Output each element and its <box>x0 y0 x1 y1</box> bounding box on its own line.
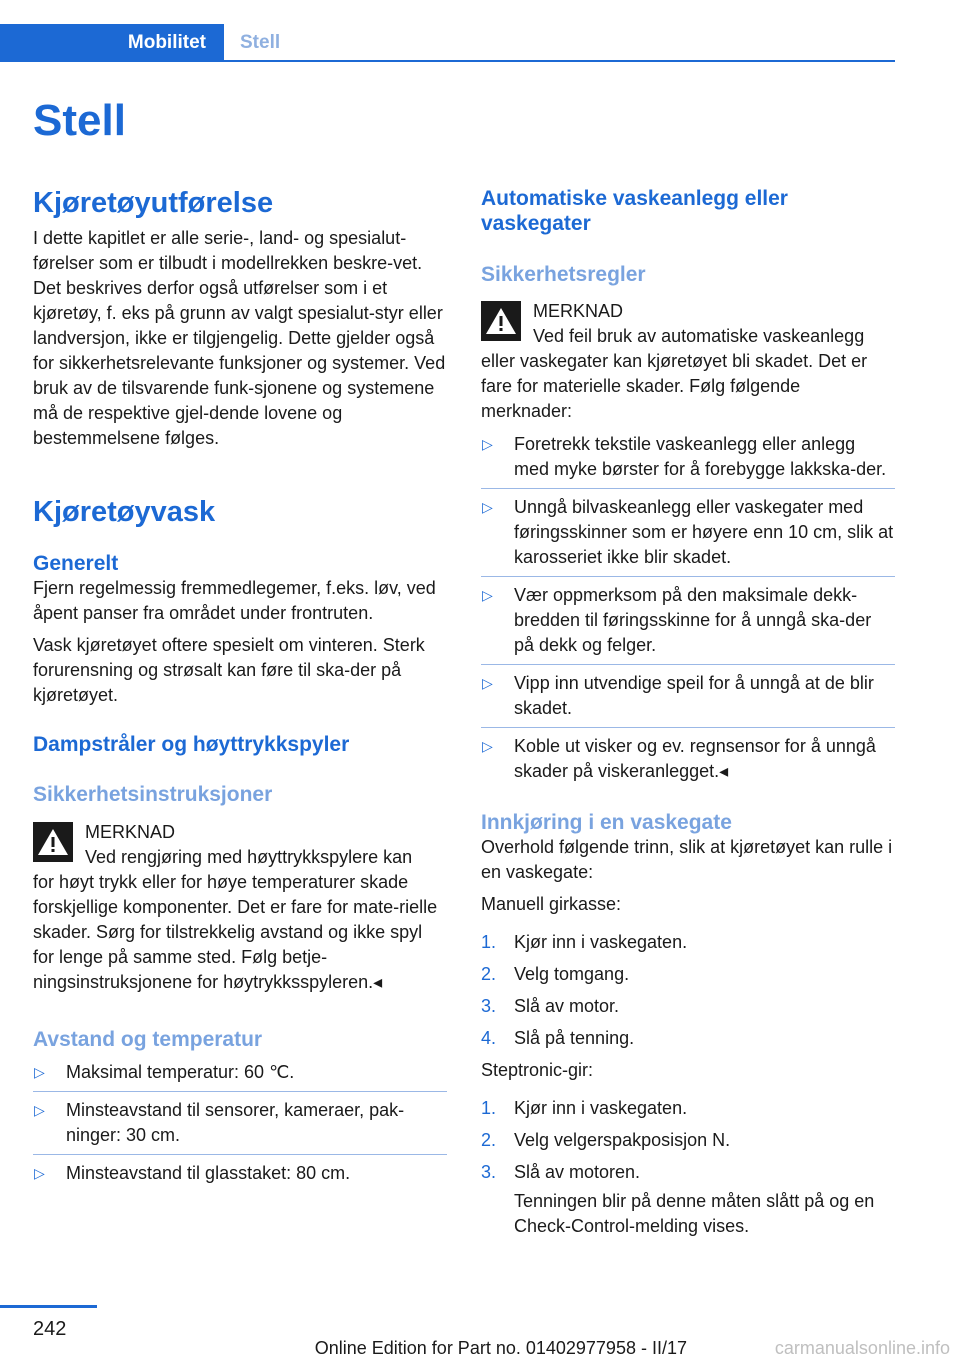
chapter-tabbar <box>0 24 895 62</box>
list-item: 2. Velg velgerspakposisjon N. <box>481 1130 731 1150</box>
paragraph-utforelse: I dette kapitlet er alle serie-, land- og spesialut-førelser som er tilbudt i modellrekken beskre-vet. Det beskrives derfor også utførelser som i et kjøretøy, f. eks på grunn av valgt spesialut-styr eller landversjon, ikke er tilgjengelig. Dette gjelder også for sikkerhetsrelevante funksjoner og systemer. Ved bruk av de tilsvarende funk-sjonene og systemene må de respektive gjel-dende lovene og bestemmelsene følges. <box>33 228 446 448</box>
warning-triangle-icon <box>33 822 73 862</box>
note-body: eller vaskegater kan kjøretøyet bli skadet. Det er fare for materielle skader. Følg følgende merknader: <box>481 351 868 421</box>
subheading-sikkerhetsregler: Sikkerhetsregler <box>481 263 646 286</box>
steps-manuell <box>481 930 895 1051</box>
list-item: ▷ Minsteavstand til sensorer, kameraer, pak-ninger: 30 cm. <box>34 1100 405 1145</box>
subheading-avstand: Avstand og temperatur <box>33 1028 263 1051</box>
warning-note-vaskeanlegg <box>481 299 895 424</box>
section-title-kjoretoyvask: Kjøretøyvask <box>33 496 216 528</box>
watermark-text: carmanualsonline.info <box>774 1338 950 1358</box>
triangle-right-icon: ▷ <box>482 587 493 603</box>
footer-rule <box>0 1305 97 1308</box>
list-divider <box>481 727 895 728</box>
note-label: MERKNAD <box>85 822 176 842</box>
page-title: Stell <box>33 96 126 145</box>
list-item: ▷ Vipp inn utvendige speil for å unngå at de blir skadet. <box>482 673 874 718</box>
triangle-right-icon: ▷ <box>482 675 493 691</box>
triangle-right-icon: ▷ <box>34 1102 45 1118</box>
steps-steptronic <box>481 1096 895 1185</box>
list-item: 3. Slå av motor. <box>481 996 620 1016</box>
subheading-innkjoring: Innkjøring i en vaskegate <box>481 811 732 834</box>
tab-stell[interactable]: Stell <box>240 32 281 53</box>
subheading-generelt: Generelt <box>33 552 119 575</box>
triangle-right-icon: ▷ <box>482 436 493 452</box>
paragraph-generelt-2: Vask kjøretøyet oftere spesielt om vinteren. Sterk forurensning og strøsalt kan føre til ska-der på kjøretøyet. <box>33 635 425 705</box>
page-number: 242 <box>33 1318 67 1340</box>
label-manuell-girkasse: Manuell girkasse: <box>481 894 622 914</box>
edition-text: Online Edition for Part no. 01402977958 - II/17 <box>314 1338 687 1358</box>
paragraph-generelt-1: Fjern regelmessig fremmedlegemer, f.eks. løv, ved åpent panser fra området under frontruten. <box>33 578 436 623</box>
triangle-right-icon: ▷ <box>482 738 493 754</box>
list-divider <box>33 1091 447 1092</box>
list-item: ▷ Foretrekk tekstile vaskeanlegg eller anlegg med myke børster for å forebygge lakkska-der. <box>482 434 887 479</box>
right-column <box>481 186 895 1239</box>
list-item: 4. Slå på tenning. <box>481 1028 635 1048</box>
note-first-line: Ved feil bruk av automatiske vaskeanlegg <box>533 326 865 346</box>
tab-mobilitet[interactable]: Mobilitet <box>0 24 224 62</box>
step-extra-info: Tenningen blir på denne måten slått på og en Check-Control-melding vises. <box>514 1191 875 1236</box>
list-item: ▷ Unngå bilvaskeanlegg eller vaskegater med føringsskinner som er høyere enn 10 cm, slik at karosseriet ikke blir skadet. <box>482 497 894 567</box>
section-title-kjoretoyutforelse: Kjøretøyutførelse <box>33 187 274 219</box>
list-divider <box>33 1154 447 1155</box>
subheading-sikkerhetsinstruksjoner: Sikkerhetsinstruksjoner <box>33 783 273 806</box>
list-item: 2. Velg tomgang. <box>481 964 630 984</box>
note-first-line: Ved rengjøring med høyttrykkspylere kan <box>85 847 413 867</box>
warning-triangle-icon <box>481 301 521 341</box>
paragraph-innkjoring: Overhold følgende trinn, slik at kjøretøyet kan rulle i en vaskegate: <box>481 837 893 882</box>
list-item: ▷ Vær oppmerksom på den maksimale dekk-bredden til føringsskinne for å unngå ska-der på dekk og felger. <box>482 585 872 655</box>
note-label: MERKNAD <box>533 301 624 321</box>
list-item: 1. Kjør inn i vaskegaten. <box>481 1098 688 1118</box>
bullet-list-avstand <box>33 1060 447 1186</box>
list-divider <box>481 664 895 665</box>
list-item: ▷ Koble ut visker og ev. regnsensor for å unngå skader på viskeranlegget.◂ <box>482 736 876 781</box>
warning-note-hoytrykk <box>33 820 447 995</box>
note-body: for høyt trykk eller for høye temperaturer skade forskjellige komponenter. Det er fare for mate-rielle skader. Sørg for tilstrekkelig avstand og ikke spyl for lenge på samme sted. Følg betje-ningsinstruksjonene for høytrykksspyleren.◂ <box>33 872 438 992</box>
list-item: 1. Kjør inn i vaskegaten. <box>481 932 688 952</box>
left-column <box>33 186 447 1186</box>
subheading-dampstraler: Dampstråler og høyttrykkspyler <box>33 733 350 756</box>
list-item: ▷ Maksimal temperatur: 60 ℃. <box>33 1060 447 1085</box>
list-item: 3. Slå av motoren. <box>481 1162 641 1182</box>
bullet-list-sikkerhetsregler <box>481 432 895 784</box>
triangle-right-icon: ▷ <box>34 1064 45 1080</box>
triangle-right-icon: ▷ <box>482 499 493 515</box>
list-item: ▷ Minsteavstand til glasstaket: 80 cm. <box>33 1161 447 1186</box>
subheading-automatiske-vaskeanlegg: Automatiske vaskeanlegg eller vaskegater <box>481 187 788 235</box>
list-divider <box>481 488 895 489</box>
list-divider <box>481 576 895 577</box>
label-steptronic: Steptronic-gir: <box>481 1060 594 1080</box>
triangle-right-icon: ▷ <box>34 1165 45 1181</box>
